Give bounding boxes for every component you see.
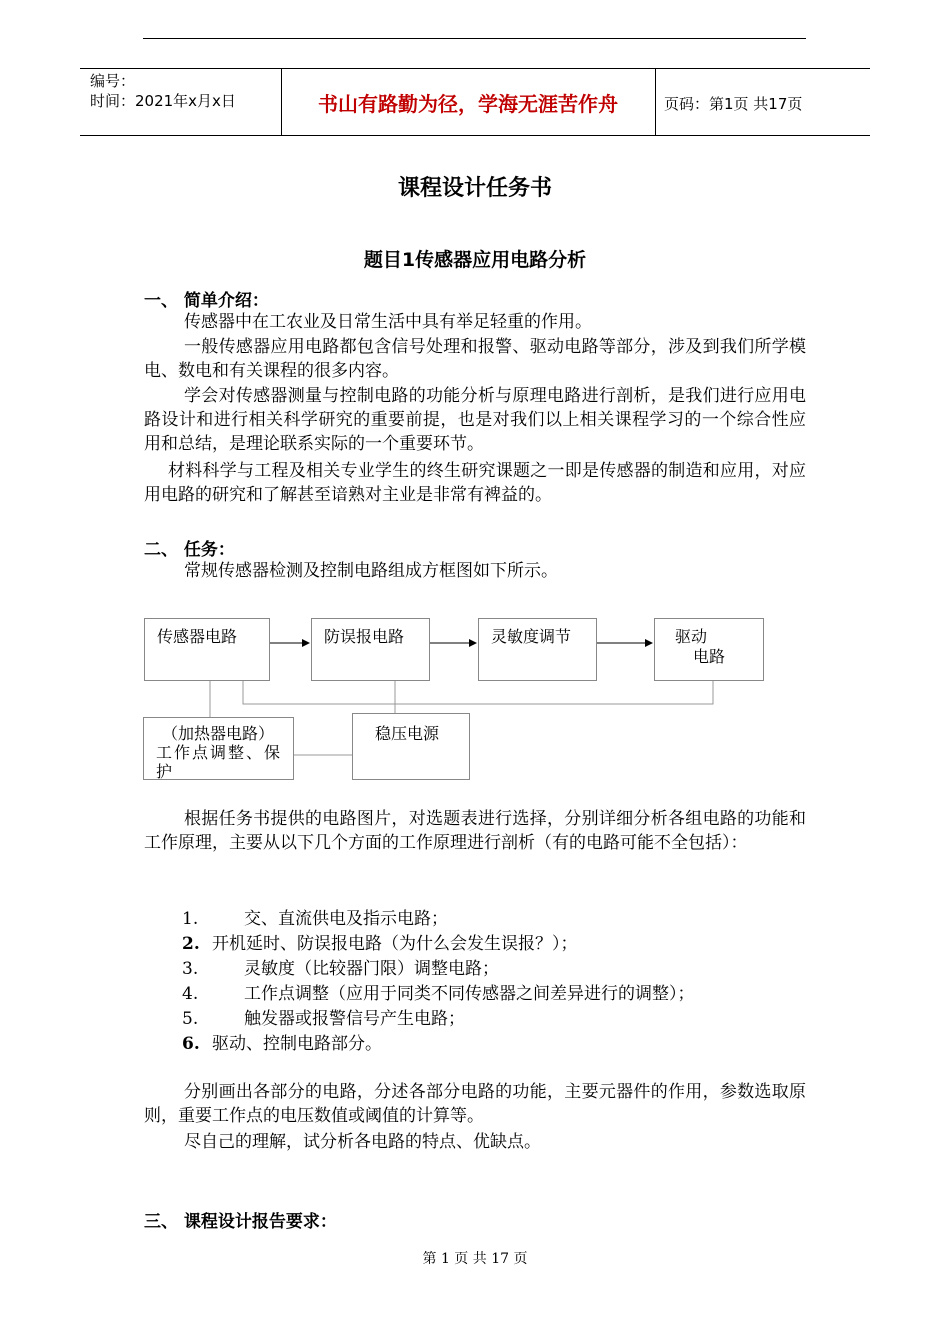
time-label: 时间：2021年x月x日 [90, 92, 236, 110]
anti-false-alarm-box [311, 618, 430, 681]
document-title: 课程设计任务书 [397, 176, 552, 201]
section1-paragraph-1: 传感器中在工农业及日常生活中具有举足轻重的作用。 [184, 312, 592, 332]
heater-circuit-label-2: 工作点调整、保 [156, 743, 283, 762]
drive-circuit-box [654, 618, 764, 681]
section2-heading: 二、 任务： [144, 540, 235, 560]
section1-paragraph-3: 学会对传感器测量与控制电路的功能分析与原理电路进行剖析，是我们进行应用电路设计和进行相关科学研究的重要前提，也是对我们以上相关课程学习的一个综合性应用和总结，是理论联系实际的一个重要环节。 [144, 386, 806, 454]
list-item: 3. 灵敏度（比较器门限）调整电路； [182, 959, 499, 979]
section1-paragraph-2: 一般传感器应用电路都包含信号处理和报警、驱动电路等部分，涉及到我们所学模电、数电和有关课程的很多内容。 [144, 337, 806, 381]
section2-intro: 常规传感器检测及控制电路组成方框图如下所示。 [184, 561, 558, 581]
list-item: 4. 工作点调整（应用于同类不同传感器之间差异进行的调整）； [182, 984, 695, 1004]
list-item: 5. 触发器或报警信号产生电路； [182, 1009, 465, 1029]
document-subtitle: 题目1传感器应用电路分析 [363, 249, 587, 271]
list-item: 1. 交、直流供电及指示电路； [182, 909, 448, 929]
header-page-code: 页码：第1页 共17页 [664, 95, 803, 113]
heater-circuit-box [143, 717, 294, 780]
section2-paragraph-end-1: 分别画出各部分的电路，分述各部分电路的功能，主要元器件的作用，参数选取原则，重要工作点的电压数值或阈值的计算等。 [144, 1082, 806, 1126]
sensitivity-adjust-box [478, 618, 597, 681]
power-regulator-label: 稳压电源 [375, 724, 440, 743]
drive-circuit-label-1: 驱动 [675, 627, 708, 646]
section1-paragraph-4: 材料科学与工程及相关专业学生的终生研究课题之一即是传感器的制造和应用，对应用电路的研究和了解甚至谙熟对主业是非常有裨益的。 [144, 461, 806, 505]
sensitivity-adjust-label: 灵敏度调节 [491, 627, 572, 646]
section1-heading: 一、 简单介绍： [144, 291, 269, 311]
anti-false-alarm-label: 防误报电路 [324, 627, 405, 646]
heater-circuit-label-3: 护 [156, 762, 173, 780]
header-motto: 书山有路勤为径，学海无涯苦作舟 [318, 92, 618, 116]
section2-paragraph-after: 根据任务书提供的电路图片，对选题表进行选择，分别详细分析各组电路的功能和工作原理，主要从以下几个方面的工作原理进行剖析（有的电路可能不全包括）： [144, 809, 806, 853]
page-footer: 第 1 页 共 17 页 [422, 1251, 528, 1267]
heater-circuit-label-1: （加热器电路） [162, 724, 275, 743]
section2-paragraph-end-2: 尽自己的理解，试分析各电路的特点、优缺点。 [184, 1132, 541, 1152]
sensor-circuit-box [144, 618, 270, 681]
list-item: 6. 驱动、控制电路部分。 [182, 1034, 382, 1054]
drive-circuit-label-2: 电路 [693, 647, 726, 666]
list-item: 2. 开机延时、防误报电路（为什么会发生误报？）； [182, 934, 578, 954]
power-bus-line [243, 680, 713, 704]
sensor-circuit-label: 传感器电路 [157, 627, 238, 646]
number-label: 编号： [90, 72, 136, 90]
power-regulator-box [352, 713, 470, 780]
section3-heading: 三、 课程设计报告要求： [144, 1212, 337, 1232]
